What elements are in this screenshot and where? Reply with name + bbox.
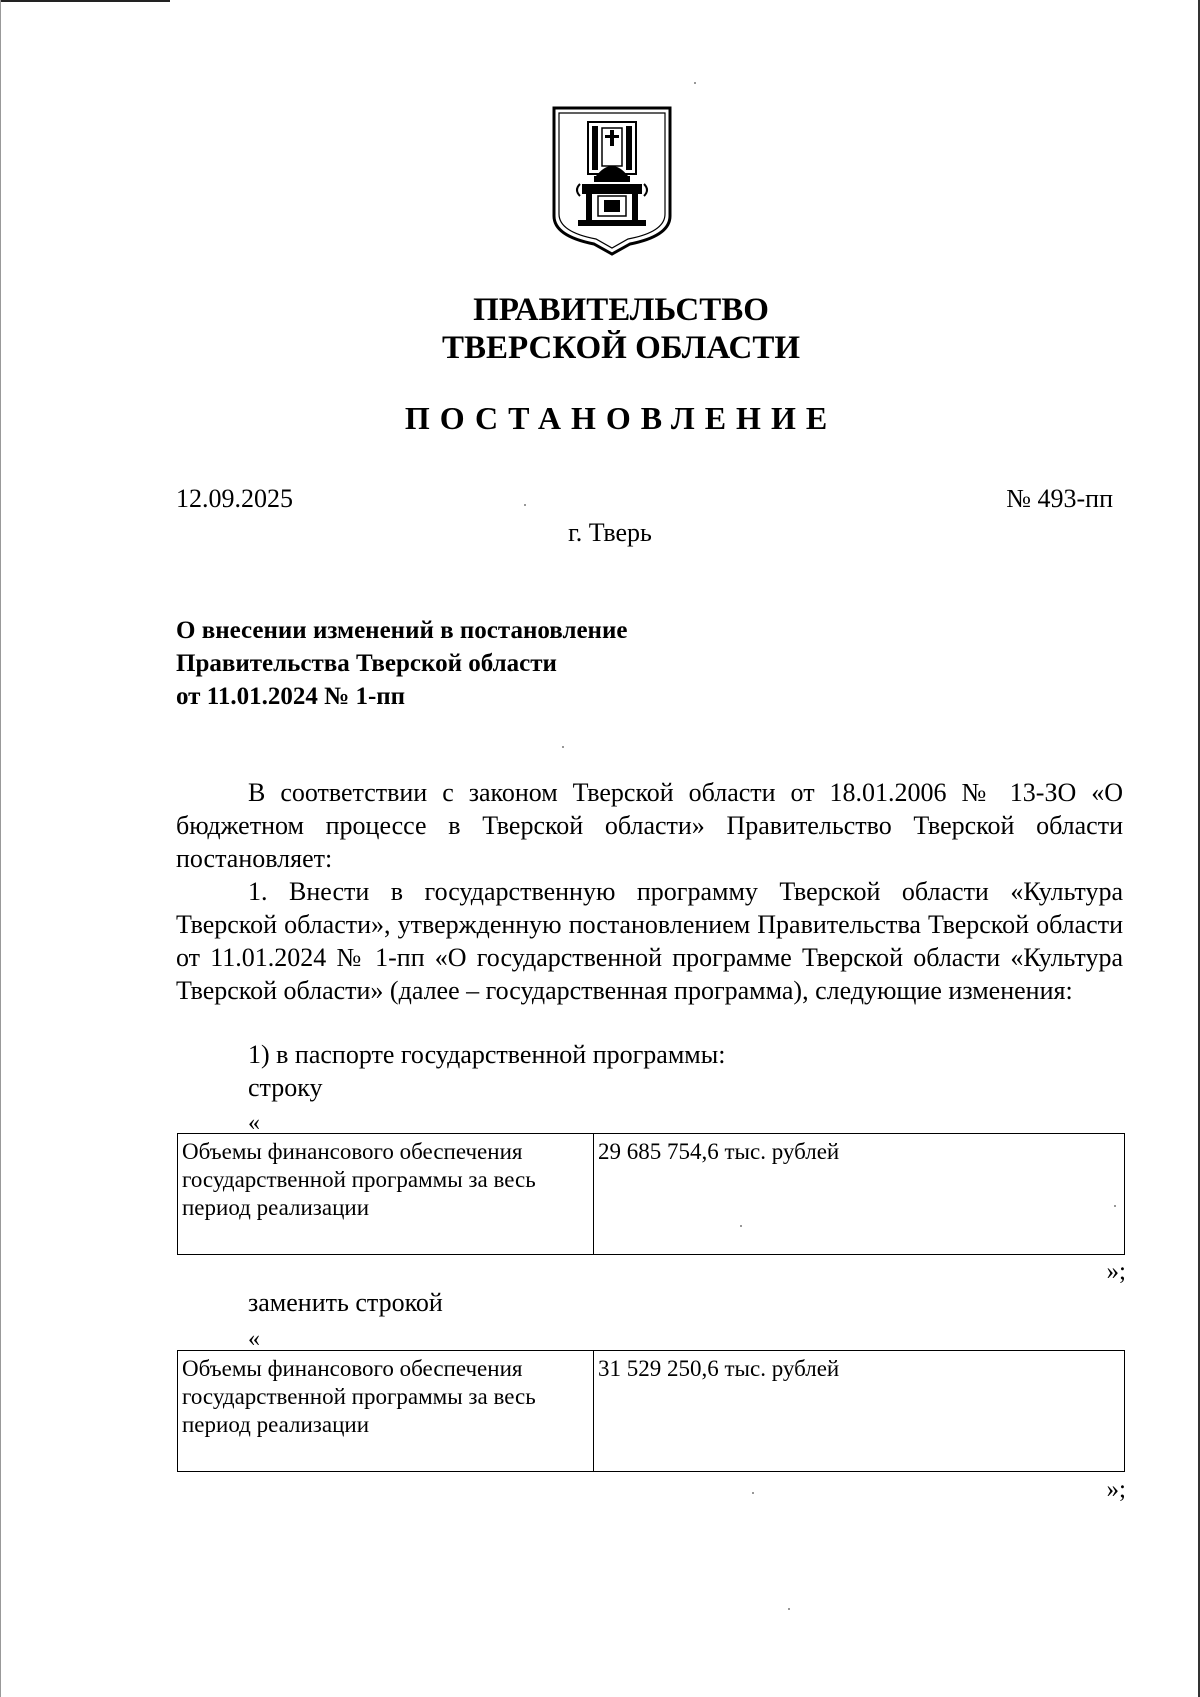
subject-line1: О внесении изменений в постановление xyxy=(176,617,628,644)
scan-speck xyxy=(694,82,696,84)
decree-date: 12.09.2025 xyxy=(176,484,293,513)
quote-open-2: « xyxy=(248,1326,260,1352)
preamble-paragraph: В соответствии с законом Тверской области от 18.01.2006 № 13-ЗО «О бюджетном процессе в Тверской области» Правительство Тверской области постановляет: xyxy=(176,778,1123,873)
scan-speck xyxy=(752,1492,754,1494)
decree-subject xyxy=(176,614,627,713)
quote-open-1: « xyxy=(248,1110,260,1136)
decree-number: № 493-пп xyxy=(1006,484,1113,513)
scan-edge-left xyxy=(0,0,1,1697)
replace-line: заменить строкой xyxy=(248,1288,443,1317)
financing-value-cell: 29 685 754,6 тыс. рублей xyxy=(594,1134,1125,1255)
government-title-line2: ТВЕРСКОЙ ОБЛАСТИ xyxy=(441,330,801,366)
old-financing-table xyxy=(177,1133,1125,1255)
financing-value-cell: 31 529 250,6 тыс. рублей xyxy=(594,1351,1125,1472)
scan-speck xyxy=(562,746,564,748)
scan-speck xyxy=(1114,1205,1116,1207)
decree-body xyxy=(176,776,1123,1007)
table-row xyxy=(178,1351,1125,1472)
coat-of-arms-icon xyxy=(550,104,674,258)
new-financing-table xyxy=(177,1350,1125,1472)
subject-line3: от 11.01.2024 № 1-пп xyxy=(176,683,406,710)
financing-label-cell: Объемы финансового обеспечения государственной программы за весь период реализации xyxy=(178,1134,594,1255)
quote-close-1: »; xyxy=(1106,1258,1126,1285)
financing-label-cell: Объемы финансового обеспечения государственной программы за весь период реализации xyxy=(178,1351,594,1472)
scan-speck xyxy=(524,504,526,506)
scan-edge-top xyxy=(0,0,170,2)
document-type-title: ПОСТАНОВЛЕНИЕ xyxy=(404,400,838,436)
clause-1-paragraph: 1. Внести в государственную программу Тверской области «Культура Тверской области», утвержденную постановлением Правительства Тверской области от 11.01.2024 № 1-пп «О государственной программе Тверской области «Культура Тверской области» (далее – государственная программа), следующие изменения: xyxy=(176,877,1123,1005)
scan-speck xyxy=(740,1225,742,1227)
subject-line2: Правительства Тверской области xyxy=(176,650,557,677)
decree-city: г. Тверь xyxy=(568,518,652,547)
scan-speck xyxy=(788,1608,790,1610)
quote-close-2: »; xyxy=(1106,1476,1126,1503)
table-row xyxy=(178,1134,1125,1255)
government-title-line1: ПРАВИТЕЛЬСТВО xyxy=(473,292,769,328)
stroku-line: строку xyxy=(248,1073,323,1102)
item-1-line: 1) в паспорте государственной программы: xyxy=(248,1040,726,1069)
